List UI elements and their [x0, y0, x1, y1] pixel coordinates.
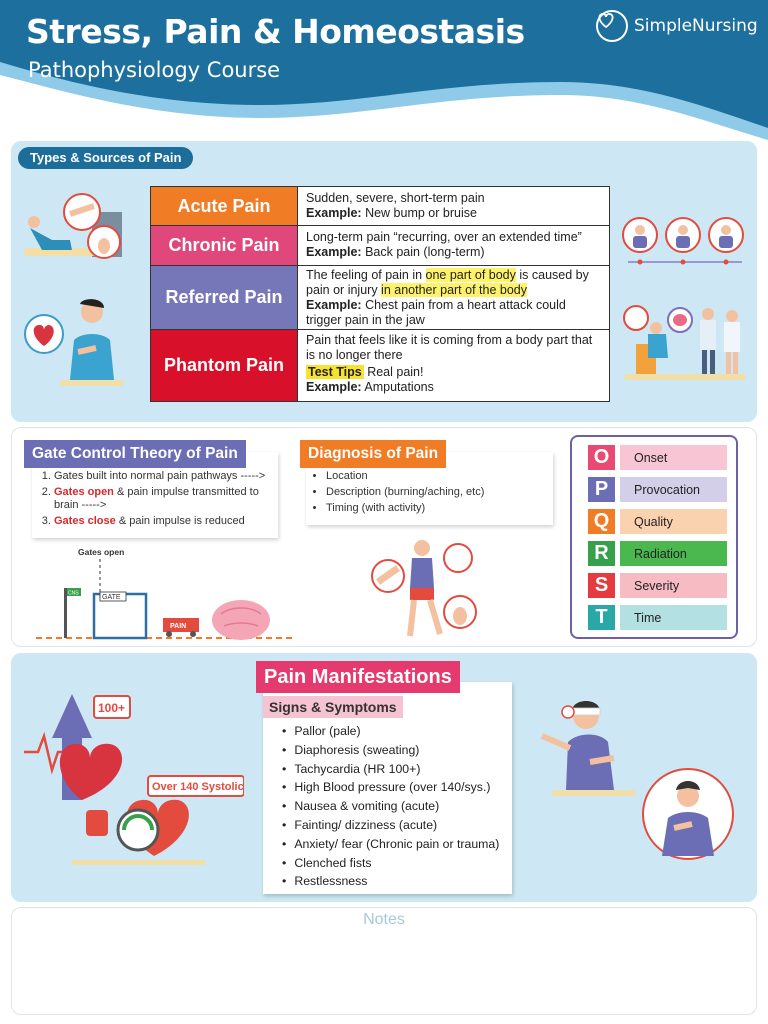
diagnosis-title: Diagnosis of Pain	[300, 440, 446, 468]
anxious-patient-illustration	[636, 766, 740, 862]
headache-patient-illustration	[534, 696, 638, 798]
page-title: Stress, Pain & Homeostasis	[26, 12, 525, 51]
list-item: • Restlessness	[282, 872, 499, 891]
simplenursing-logo-icon	[596, 10, 628, 42]
test-tip: Test Tips Real pain!	[308, 365, 424, 379]
pain-definition: Sudden, severe, short-term pain	[306, 191, 485, 205]
pain-cart-label: PAIN	[170, 623, 187, 630]
list-item: • Nausea & vomiting (acute)	[282, 797, 499, 816]
hr-badge-label: 100+	[98, 701, 126, 715]
pain-label: Referred Pain	[151, 266, 298, 329]
list-item: • High Blood pressure (over 140/sys.)	[282, 778, 499, 797]
opqrst-row-onset	[588, 445, 727, 470]
pain-example: Example: Chest pain from a heart attack could trigger pain in the jaw	[306, 298, 566, 327]
pain-example: Example: Amputations	[306, 380, 434, 394]
opqrst-word: Time	[620, 605, 727, 630]
gate-item: 1. Gates built into normal pain pathways ----->	[54, 470, 278, 483]
list-item: • Clenched fists	[282, 854, 499, 873]
diagnosis-item: • Description (burning/aching, etc)	[326, 486, 553, 499]
pain-row-chronic	[151, 226, 609, 266]
gate-diagram	[36, 544, 296, 644]
notes-label: Notes	[363, 911, 405, 928]
pain-label: Chronic Pain	[151, 226, 298, 265]
gate-item: 3. Gates close & pain impulse is reduced	[54, 515, 278, 528]
pain-row-referred	[151, 266, 609, 330]
list-item: • Anxiety/ fear (Chronic pain or trauma)	[282, 835, 499, 854]
pain-definition: Long-term pain “recurring, over an extended time”	[306, 230, 582, 244]
pain-types-table	[150, 186, 610, 402]
gate-sign-label: GATE	[102, 594, 121, 601]
gate-theory-title: Gate Control Theory of Pain	[24, 440, 246, 468]
pain-example: Example: Back pain (long-term)	[306, 245, 485, 259]
list-item: • Tachycardia (HR 100+)	[282, 760, 499, 779]
pain-label: Acute Pain	[151, 187, 298, 225]
pain-row-phantom	[151, 330, 609, 401]
bp-badge-label: Over 140 Systolic	[152, 781, 244, 793]
opqrst-letter: S	[588, 573, 615, 598]
chronic-timeline-illustration	[620, 214, 748, 266]
pain-example: Example: New bump or bruise	[306, 206, 477, 220]
brand	[596, 10, 758, 42]
brand-name: SimpleNursing	[634, 16, 758, 36]
opqrst-letter: Q	[588, 509, 615, 534]
opqrst-letter: O	[588, 445, 615, 470]
opqrst-row-time	[588, 605, 727, 630]
manifestations-title: Pain Manifestations	[256, 661, 460, 693]
diagnosis-item: • Location	[326, 470, 553, 483]
opqrst-row-quality	[588, 509, 727, 534]
list-item: • Fainting/ dizziness (acute)	[282, 816, 499, 835]
list-item: • Diaphoresis (sweating)	[282, 741, 499, 760]
opqrst-word: Quality	[620, 509, 727, 534]
page-subtitle: Pathophysiology Course	[28, 58, 281, 82]
opqrst-word: Radiation	[620, 541, 727, 566]
symptoms-list	[282, 722, 499, 891]
opqrst-row-radiation	[588, 541, 727, 566]
vitals-illustration	[24, 690, 244, 866]
pain-label: Phantom Pain	[151, 330, 298, 401]
pain-row-acute	[151, 187, 609, 226]
opqrst-letter: R	[588, 541, 615, 566]
pain-definition: The feeling of pain in one part of body is caused by pain or injury in another part of the body	[306, 268, 589, 297]
types-pill: Types & Sources of Pain	[18, 147, 193, 169]
opqrst-letter: T	[588, 605, 615, 630]
diagnosis-illustration	[366, 538, 486, 642]
list-item: • Pallor (pale)	[282, 722, 499, 741]
gate-item: 2. Gates open & pain impulse transmitted to brain ----->	[54, 486, 278, 512]
symptoms-subtitle: Signs & Symptoms	[263, 696, 403, 718]
cns-flag-label: CNS	[68, 590, 79, 597]
gates-open-label: Gates open	[78, 547, 125, 557]
opqrst-word: Onset	[620, 445, 727, 470]
phantom-pain-illustration	[622, 304, 748, 382]
opqrst-row-severity	[588, 573, 727, 598]
opqrst-row-provocation	[588, 477, 727, 502]
header	[0, 0, 768, 130]
pain-description	[298, 187, 609, 225]
pain-description	[298, 226, 609, 265]
opqrst-word: Provocation	[620, 477, 727, 502]
pain-definition: Pain that feels like it is coming from a body part that is no longer there	[306, 333, 593, 362]
diagnosis-item: • Timing (with activity)	[326, 502, 553, 515]
opqrst-word: Severity	[620, 573, 727, 598]
pain-description	[298, 266, 609, 329]
opqrst-box	[570, 435, 738, 639]
pain-description	[298, 330, 609, 401]
acute-injury-illustration	[22, 190, 132, 270]
chest-pain-illustration	[22, 298, 127, 390]
opqrst-letter: P	[588, 477, 615, 502]
